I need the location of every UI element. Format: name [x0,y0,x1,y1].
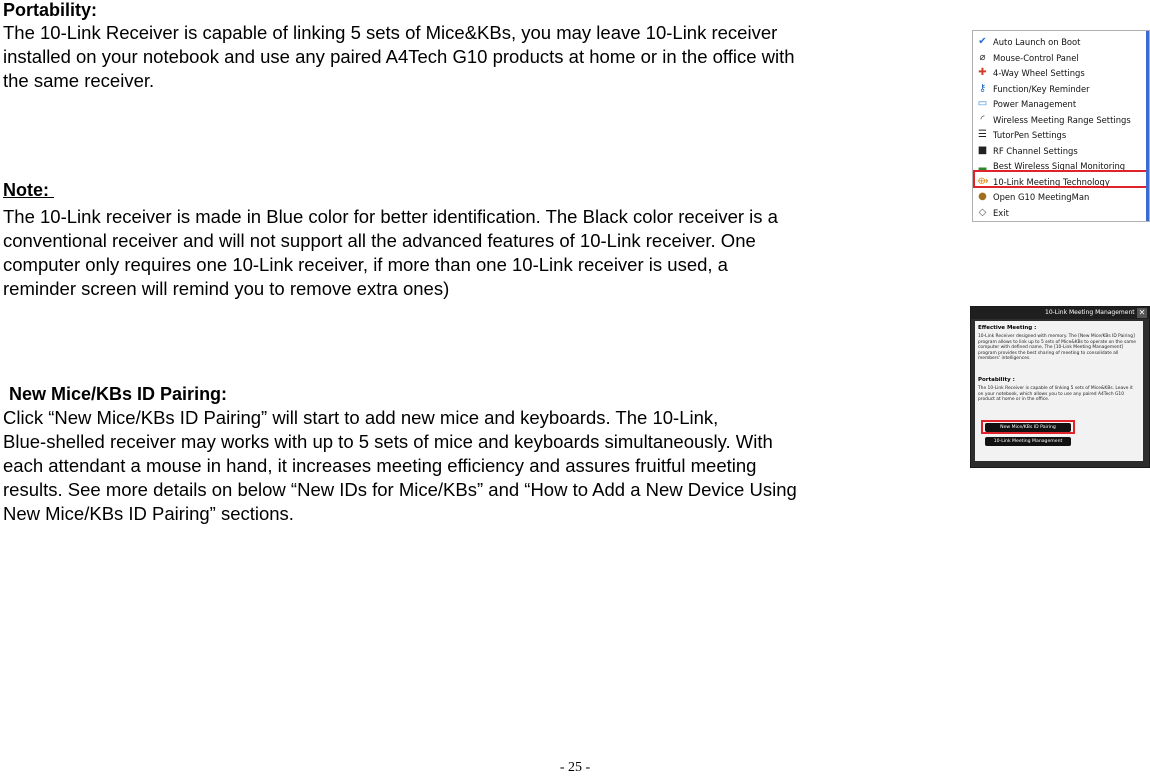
key-icon: ⚷ [978,82,987,94]
highlight-box [981,420,1075,434]
text-line: The 10-Link receiver is made in Blue color for better identification. The Black color receiver is a [3,206,778,227]
check-icon: ✔ [978,36,987,47]
menu-item-power[interactable] [973,96,1149,112]
menu-item-label: Function/Key Reminder [993,83,1090,94]
lock-icon: ■ [977,144,988,156]
menu-item-rf-channel[interactable] [973,143,1149,159]
management-button[interactable]: 10-Link Meeting Management [985,437,1071,446]
text-line: conventional receiver and will not support all the advanced features of 10-Link receiver. One [3,230,756,251]
meetingman-icon: ● [978,191,987,202]
menu-item-label: 10-Link Meeting Technology [993,176,1110,187]
menu-item-label: TutorPen Settings [993,130,1067,140]
text-line: New Mice/KBs ID Pairing” sections. [3,503,294,524]
menu-item-label: Mouse-Control Panel [993,52,1079,63]
window-title: 10-Link Meeting Management [1045,309,1135,316]
management-window-screenshot [970,306,1150,468]
menu-item-mouse-control[interactable] [973,50,1149,66]
menu-item-range[interactable] [973,112,1149,128]
text-line: Click “New Mice/KBs ID Pairing” will start to add new mice and keyboards. The 10-Link, [3,407,719,428]
bars-icon: ▂ [978,160,987,171]
text-line: results. See more details on below “New IDs for Mice/KBs” and “How to Add a New Device Using [3,479,797,500]
menu-item-label: Power Management [993,99,1077,109]
portability-sub-text: The 10-Link Receiver is capable of linking 5 sets of Mice&KBs. Leave it on your notebook, which allows you to use any paired A4Tech G10 product at home or in the office. [978,386,1133,403]
text-line: computer only requires one 10-Link receiver, if more than one 10-Link receiver is used, a [3,254,728,275]
text-line: Blue-shelled receiver may works with up to 5 sets of mice and keyboards simultaneously. With [3,431,773,452]
text-line: The 10-Link Receiver is capable of linking 5 sets of Mice&KBs, you may leave 10-Link receiver [3,22,778,43]
text-line: reminder screen will remind you to remove extra ones) [3,278,450,299]
menu-item-label: Wireless Meeting Range Settings [993,114,1131,125]
note-paragraph [3,205,778,301]
menu-item-label: Auto Launch on Boot [993,37,1081,47]
text-line: installed on your notebook and use any paired A4Tech G10 products at home or in the office with [3,46,795,67]
window-edge [1146,31,1149,221]
link-icon: ⟴ [977,175,989,187]
effective-heading: Effective Meeting : [978,325,1037,331]
text-line: each attendant a mouse in hand, it increases meeting efficiency and assures fruitful meeting [3,455,757,476]
menu-item-key-reminder[interactable] [973,81,1149,97]
menu-item-wheel-settings[interactable] [973,65,1149,81]
effective-text: 10-Link Receiver designed with memory. The [New Mice/KBs ID Pairing] program allows to link up to 5 sets of Mice&KBs to operate on the same computer with defined name, The [10-Link Meeting Management] program provides the best sharing of meeting to consolidate all members' intelligences. [978,334,1137,362]
close-icon[interactable]: ✕ [1138,308,1146,317]
portability-heading: Portability: [3,0,98,20]
portability-paragraph [3,21,795,93]
signal-icon: ◜ [980,113,985,125]
menu-item-label: Open G10 MeetingMan [993,192,1090,202]
exit-icon: ◇ [978,206,987,218]
mouse-icon: ⌀ [979,51,986,63]
menu-item-label: RF Channel Settings [993,145,1078,156]
pen-icon: ☰ [978,129,987,140]
context-menu-screenshot [972,30,1150,222]
page-number: - 25 - [559,760,591,775]
pairing-heading: New Mice/KBs ID Pairing: [9,384,228,404]
pairing-button[interactable]: New Mice/KBs ID Pairing [985,423,1071,432]
menu-item-tutorpen[interactable] [973,127,1149,143]
battery-icon: ▭ [977,98,988,109]
menu-item-meetingman[interactable] [973,189,1149,205]
pairing-paragraph [3,406,797,526]
menu-item-auto-launch[interactable] [973,34,1149,50]
menu-item-exit[interactable] [973,205,1149,221]
window-panel [975,321,1143,461]
menu-item-label: Best Wireless Signal Monitoring [993,161,1126,171]
note-heading: Note: [3,180,54,200]
menu-item-label: Exit [993,207,1009,218]
text-line: the same receiver. [3,70,155,91]
highlight-box [973,170,1148,188]
wheel-icon: ✚ [978,67,987,78]
portability-sub-heading: Portability : [978,377,1015,383]
menu-item-label: 4-Way Wheel Settings [993,68,1085,78]
title-bar [971,307,1149,319]
